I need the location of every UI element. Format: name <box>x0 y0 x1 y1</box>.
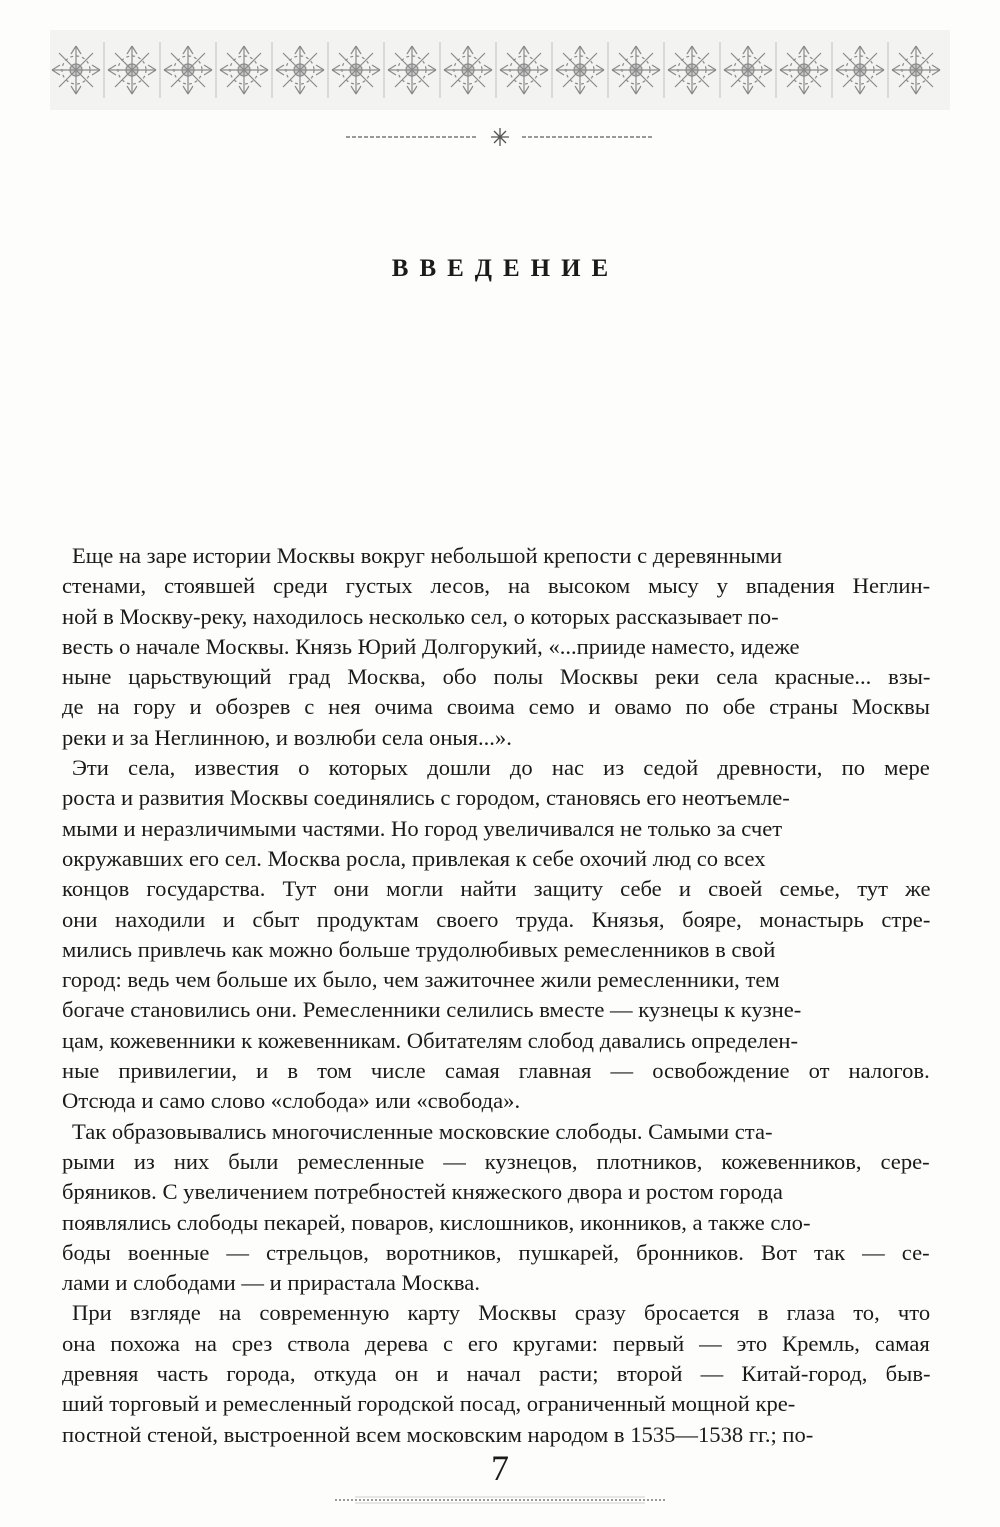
text-line: ший торговый и ремесленный городской посад, ограниченный мощной кре- <box>62 1391 796 1417</box>
body-text <box>62 541 930 1450</box>
text-line: мыми и неразличимыми частями. Но город увеличивался не только за счет <box>62 815 783 841</box>
text-line: появлялись слободы пекарей, поваров, кислошников, иконников, а также сло- <box>62 1209 811 1235</box>
text-line: постной стеной, выстроенной всем московским народом в 1535—1538 гг.; по- <box>62 1421 814 1447</box>
chapter-title: ВВЕДЕНИЕ <box>391 255 620 282</box>
paragraph-1 <box>62 541 930 753</box>
paragraph-2 <box>62 753 930 1117</box>
text-line: Эти села, известия о которых дошли до нас из седой древности, по мере <box>72 755 930 781</box>
text-line: реки и за Неглинною, и возлюби села оныя...». <box>62 724 512 750</box>
text-line: бряников. С увеличением потребностей княжеского двора и ростом города <box>62 1179 783 1205</box>
text-line: Еще на заре истории Москвы вокруг небольшой крепости с деревянными <box>72 543 783 568</box>
text-line: Так образовывались многочисленные московские слободы. Самыми ста- <box>72 1118 773 1144</box>
text-line: ной в Москву-реку, находилось несколько сел, о которых рассказывает по- <box>62 603 779 629</box>
paragraph-4 <box>62 1298 930 1449</box>
paragraph-3 <box>62 1117 930 1299</box>
text-line: роста и развития Москвы соединялись с городом, становясь его неотъемле- <box>62 785 790 811</box>
snowflake-divider-icon <box>340 126 660 148</box>
text-line: концов государства. Тут они могли найти защиту себе и своей семье, тут же <box>62 876 931 902</box>
text-line: При взгляде на современную карту Москвы сразу бросается в глаза то, что <box>72 1300 931 1326</box>
text-line: весть о начале Москвы. Князь Юрий Долгорукий, «...прииде наместо, идеже <box>62 633 800 659</box>
text-line: древняя часть города, откуда он и начал расти; второй — Китай-город, быв- <box>62 1361 931 1387</box>
text-line: лами и слободами — и прирастала Москва. <box>62 1270 480 1296</box>
text-line: окружавших его сел. Москва росла, привлекая к себе охочий люд со всех <box>62 845 766 871</box>
text-line: ные привилегии, и в том числе самая главная — освобождение от налогов. <box>62 1058 930 1084</box>
text-line: богаче становились они. Ремесленники селились вместе — кузнецы к кузне- <box>62 997 802 1023</box>
text-line: ныне царьствующий град Москва, обо полы Москвы реки села красные... взы- <box>62 664 931 690</box>
page-number: 7 <box>491 1448 509 1488</box>
text-line: мились привлечь как можно больше трудолюбивых ремесленников в свой <box>62 936 776 962</box>
text-line: цам, кожевенники к кожевенникам. Обитателям слобод давались определен- <box>62 1027 799 1053</box>
text-line: она похожа на срез ствола дерева с его кругами: первый — это Кремль, самая <box>62 1330 930 1356</box>
text-line: боды военные — стрельцов, воротников, пушкарей, бронников. Вот так — се- <box>62 1239 930 1265</box>
text-line: де на гору и обозрев с нея очима своима семо и овамо по обе страны Москвы <box>62 694 930 720</box>
text-line: Отсюда и само слово «слобода» или «свобода». <box>62 1088 521 1114</box>
lace-rule-icon <box>335 1493 665 1507</box>
text-line: город: ведь чем больше их было, чем зажиточнее жили ремесленники, тем <box>62 967 780 993</box>
text-line: они находили и сбыт продуктам своего труда. Князья, бояре, монастырь стре- <box>62 906 931 932</box>
snowflake-ornament-band-icon <box>50 30 950 110</box>
text-line: рыми из них были ремесленные — кузнецов, плотников, кожевенников, сере- <box>62 1148 930 1174</box>
text-line: стенами, стоявшей среди густых лесов, на высоком мысу у впадения Неглин- <box>62 573 931 599</box>
